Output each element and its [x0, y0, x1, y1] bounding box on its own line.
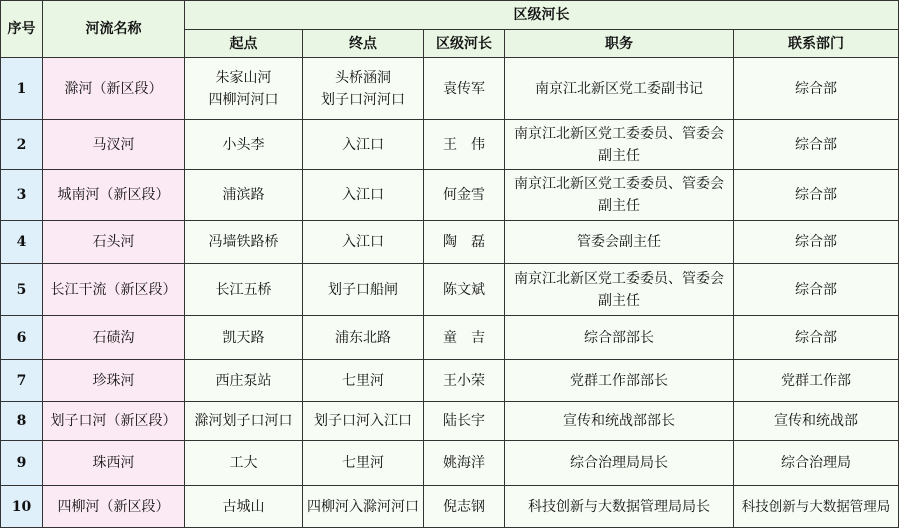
chief-name: 王 伟 — [424, 120, 505, 170]
header-department: 联系部门 — [734, 30, 899, 58]
end-line-1: 七里河 — [342, 455, 384, 471]
department: 综合部 — [734, 170, 899, 221]
table-row — [1, 316, 899, 360]
table-row — [1, 264, 899, 316]
end-line-1: 入江口 — [342, 187, 384, 203]
position-line-1: 南京江北新区党工委委员、管委会 — [514, 125, 724, 142]
start-line-1: 凯天路 — [222, 329, 265, 346]
row-index: 9 — [1, 441, 43, 486]
position-line-1: 科技创新与大数据管理局局长 — [528, 498, 710, 515]
position-line-2: 副主任 — [598, 147, 640, 164]
header-start: 起点 — [185, 30, 303, 58]
row-index: 10 — [1, 486, 43, 528]
position-cell — [505, 264, 734, 316]
position-line-1: 党群工作部部长 — [570, 372, 668, 389]
department: 科技创新与大数据管理局 — [734, 486, 899, 528]
position-cell — [505, 316, 734, 360]
end-line-1: 头桥涵洞 — [335, 69, 391, 86]
chief-name: 王小荣 — [424, 360, 505, 402]
end-cell — [303, 316, 424, 360]
department: 综合部 — [734, 221, 899, 264]
row-index: 5 — [1, 264, 43, 316]
river-name: 珠西河 — [43, 441, 185, 486]
department: 综合部 — [734, 316, 899, 360]
table-row — [1, 120, 899, 170]
table-row — [1, 402, 899, 441]
river-name: 石头河 — [43, 221, 185, 264]
chief-name: 何金雪 — [424, 170, 505, 221]
start-line-1: 西庄泵站 — [215, 372, 272, 389]
end-cell — [303, 360, 424, 402]
position-line-1: 管委会副主任 — [577, 234, 661, 250]
end-cell — [303, 402, 424, 441]
river-name: 珍珠河 — [43, 360, 185, 402]
start-line-1: 长江五桥 — [215, 281, 272, 298]
river-name: 划子口河（新区段） — [43, 402, 185, 441]
start-cell — [185, 402, 303, 441]
position-line-1: 南京江北新区党工委委员、管委会 — [514, 176, 724, 192]
start-cell — [185, 486, 303, 528]
end-cell — [303, 120, 424, 170]
start-cell — [185, 221, 303, 264]
table-row — [1, 441, 899, 486]
row-index: 8 — [1, 402, 43, 441]
position-line-2: 副主任 — [598, 292, 640, 309]
chief-name: 袁传军 — [424, 58, 505, 120]
table-row — [1, 486, 899, 528]
chief-name: 倪志钢 — [424, 486, 505, 528]
table-row — [1, 360, 899, 402]
table-row — [1, 221, 899, 264]
start-line-1: 浦滨路 — [222, 187, 265, 203]
end-cell — [303, 441, 424, 486]
start-cell — [185, 316, 303, 360]
position-line-1: 宣传和统战部部长 — [563, 413, 675, 429]
position-line-1: 南京江北新区党工委委员、管委会 — [514, 270, 724, 287]
chief-name: 陆长宇 — [424, 402, 505, 441]
row-index: 4 — [1, 221, 43, 264]
position-cell — [505, 360, 734, 402]
start-line-1: 古城山 — [222, 498, 265, 515]
river-name: 马汊河 — [43, 120, 185, 170]
end-cell — [303, 58, 424, 120]
end-line-1: 入江口 — [342, 136, 384, 153]
end-line-1: 划子口船闸 — [328, 281, 398, 298]
header-chief: 区级河长 — [424, 30, 505, 58]
position-line-1: 南京江北新区党工委副书记 — [535, 80, 703, 97]
start-line-1: 滁河划子口河口 — [194, 413, 293, 429]
end-cell — [303, 170, 424, 221]
start-cell — [185, 441, 303, 486]
end-cell — [303, 486, 424, 528]
chief-name: 陈文斌 — [424, 264, 505, 316]
start-cell — [185, 120, 303, 170]
header-index: 序号 — [1, 1, 43, 58]
department: 综合部 — [734, 120, 899, 170]
position-line-1: 综合治理局局长 — [570, 455, 668, 471]
position-line-2: 副主任 — [598, 198, 640, 214]
position-cell — [505, 221, 734, 264]
end-line-1: 浦东北路 — [335, 329, 391, 346]
start-line-2: 四柳河河口 — [208, 91, 279, 108]
table-row — [1, 170, 899, 221]
river-name: 石碛沟 — [43, 316, 185, 360]
row-index: 7 — [1, 360, 43, 402]
position-cell — [505, 402, 734, 441]
end-cell — [303, 264, 424, 316]
header-position: 职务 — [505, 30, 734, 58]
table-row — [1, 58, 899, 120]
end-line-2: 划子口河河口 — [321, 91, 405, 108]
end-line-1: 入江口 — [342, 234, 384, 250]
start-cell — [185, 360, 303, 402]
position-cell — [505, 170, 734, 221]
start-line-1: 朱家山河 — [215, 69, 272, 86]
header-end: 终点 — [303, 30, 424, 58]
start-line-1: 小头李 — [222, 136, 265, 153]
position-cell — [505, 441, 734, 486]
table-body — [1, 58, 899, 528]
end-line-1: 划子口河入江口 — [314, 413, 412, 429]
river-name: 城南河（新区段） — [43, 170, 185, 221]
river-name: 滁河（新区段） — [43, 58, 185, 120]
row-index: 1 — [1, 58, 43, 120]
department: 综合部 — [734, 58, 899, 120]
position-cell — [505, 58, 734, 120]
start-cell — [185, 170, 303, 221]
start-line-1: 冯墙铁路桥 — [208, 234, 279, 250]
river-name: 长江干流（新区段） — [43, 264, 185, 316]
start-line-1: 工大 — [229, 455, 258, 471]
river-name: 四柳河（新区段） — [43, 486, 185, 528]
department: 综合治理局 — [734, 441, 899, 486]
chief-name: 姚海洋 — [424, 441, 505, 486]
position-cell — [505, 486, 734, 528]
end-line-1: 七里河 — [342, 372, 384, 389]
position-line-1: 综合部部长 — [584, 329, 654, 346]
chief-name: 童 吉 — [424, 316, 505, 360]
chief-name: 陶 磊 — [424, 221, 505, 264]
start-cell — [185, 58, 303, 120]
header-group: 区级河长 — [185, 1, 899, 30]
position-cell — [505, 120, 734, 170]
row-index: 3 — [1, 170, 43, 221]
row-index: 6 — [1, 316, 43, 360]
start-cell — [185, 264, 303, 316]
row-index: 2 — [1, 120, 43, 170]
header-river-name: 河流名称 — [43, 1, 185, 58]
department: 党群工作部 — [734, 360, 899, 402]
department: 宣传和统战部 — [734, 402, 899, 441]
end-cell — [303, 221, 424, 264]
department: 综合部 — [734, 264, 899, 316]
end-line-1: 四柳河入滁河河口 — [307, 498, 419, 515]
